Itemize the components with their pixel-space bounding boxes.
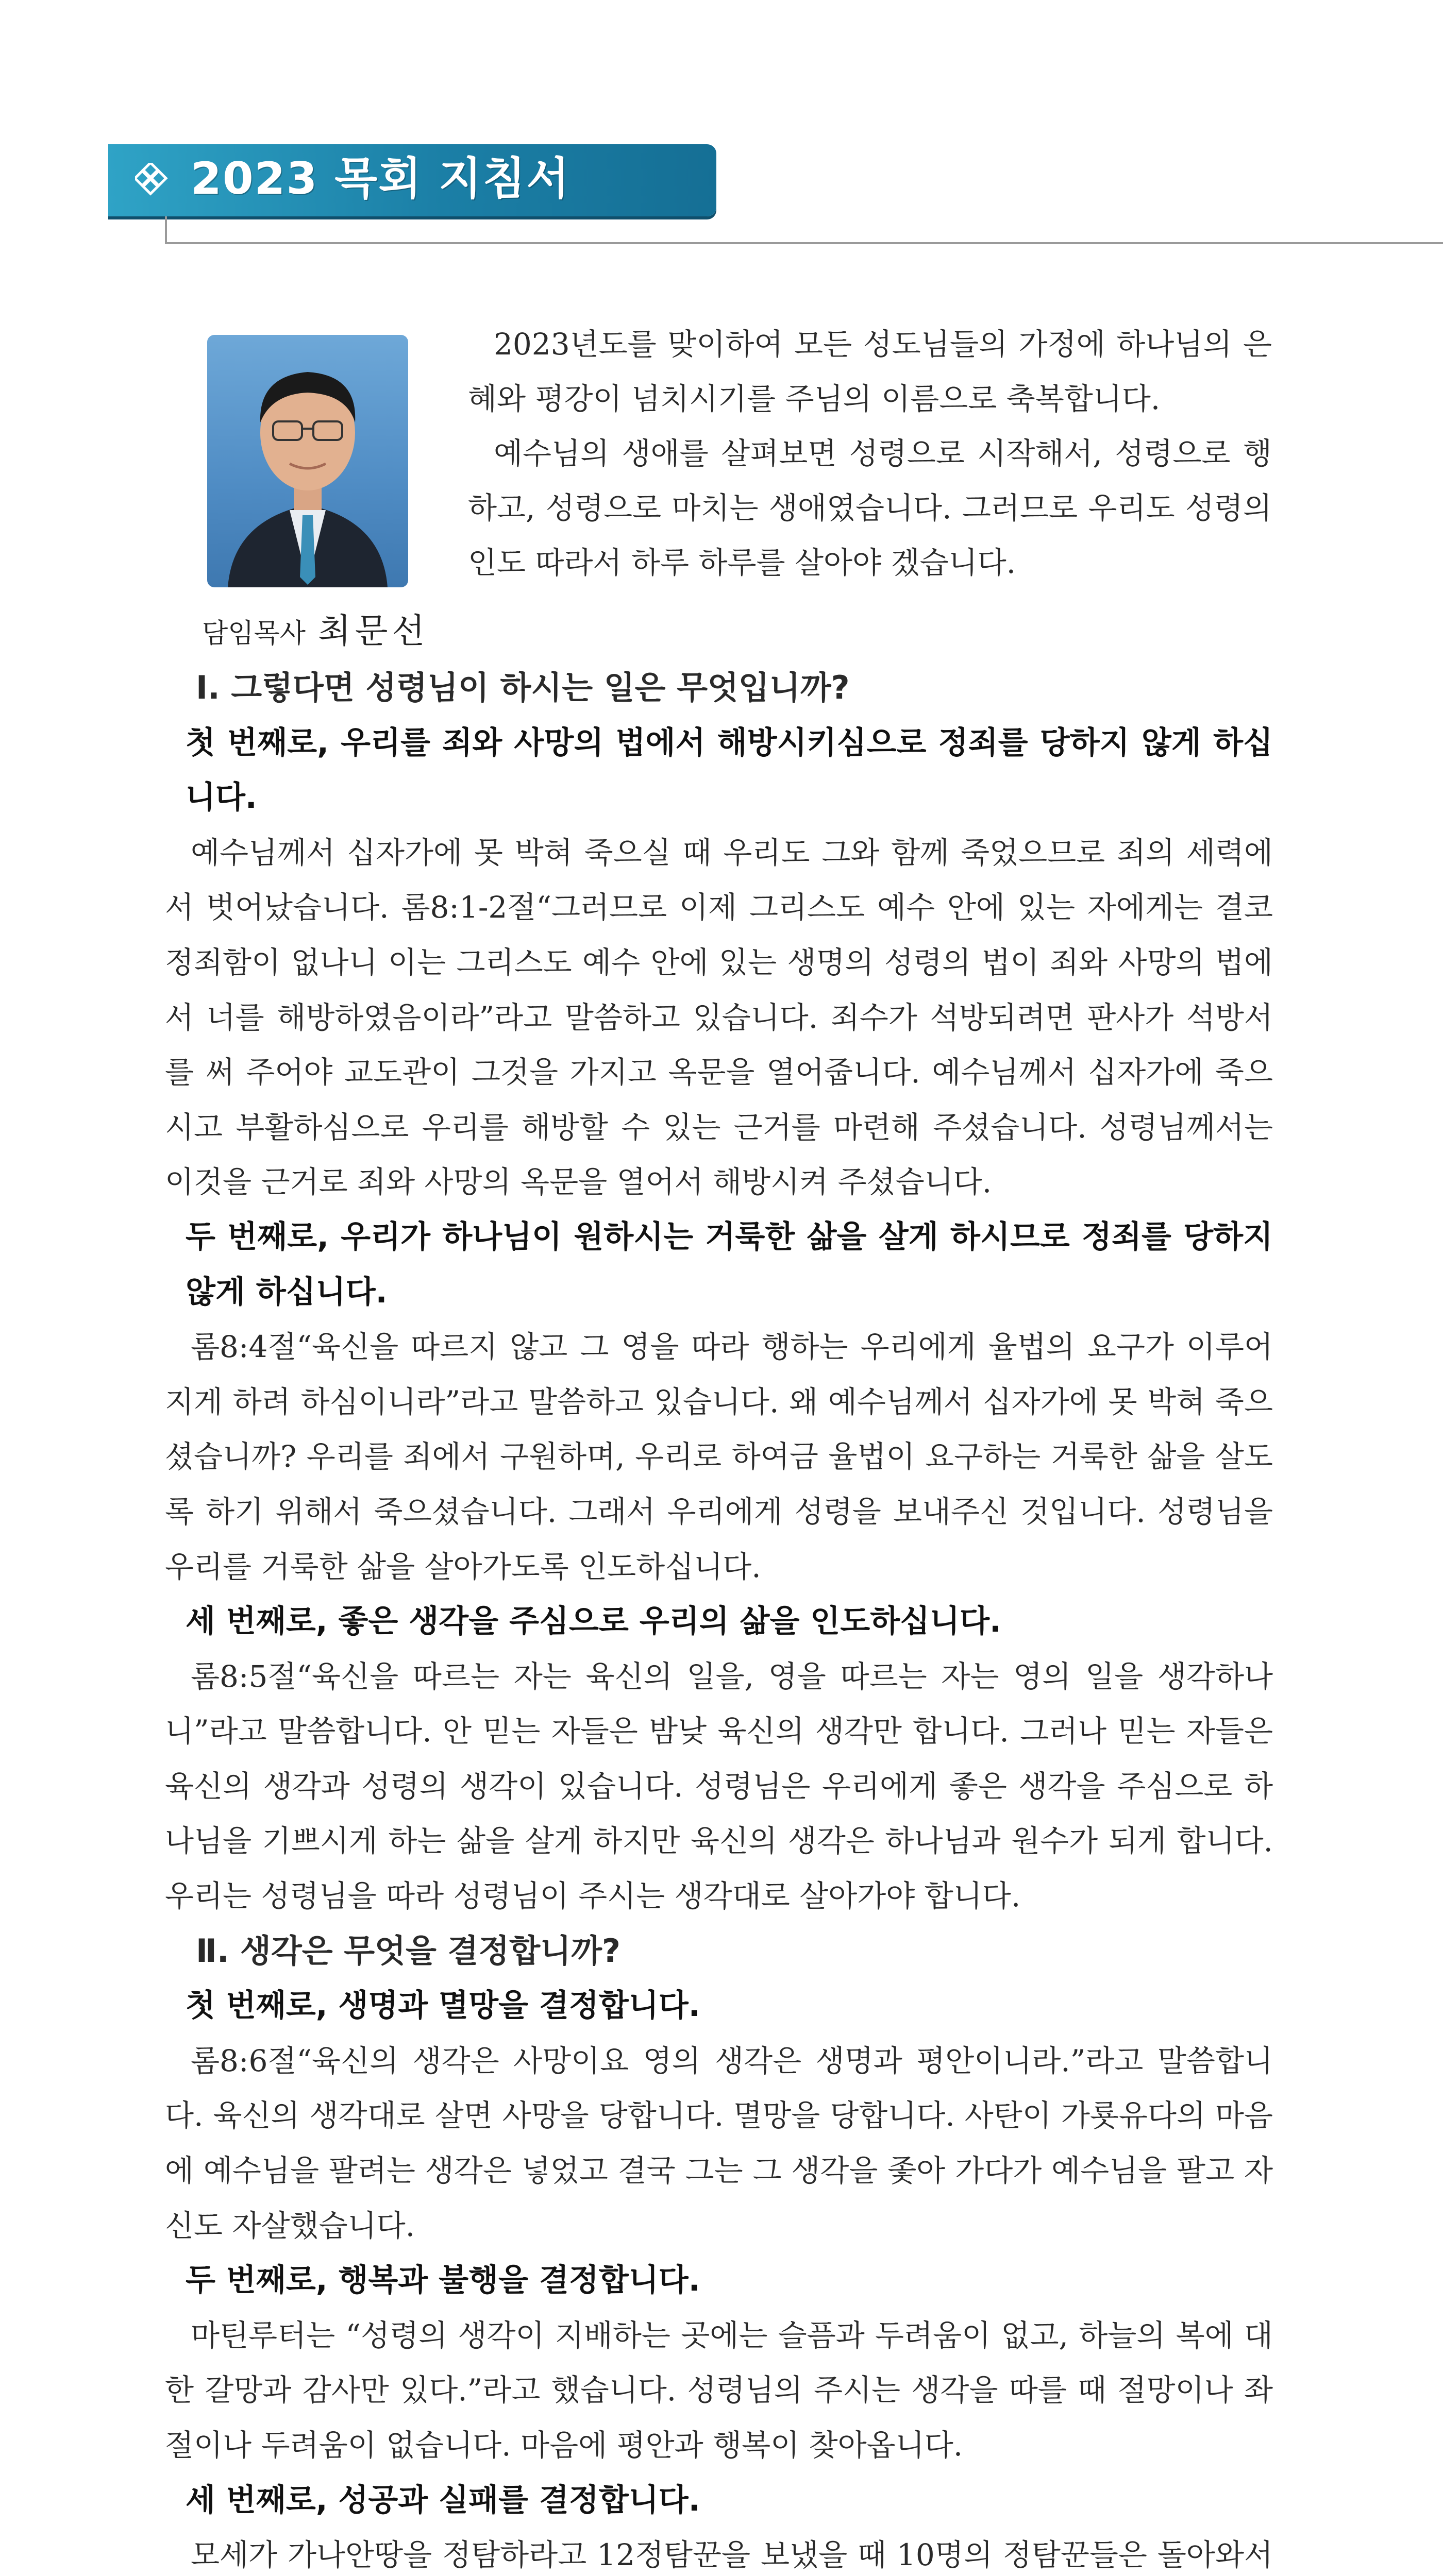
point-paragraph: 롬8:4절“육신을 따르지 않고 그 영을 따라 행하는 우리에게 율법의 요구가 이루어지게 하려 하심이니라”라고 말씀하고 있습니다. 왜 예수님께서 십자가에 못 박혀 죽으셨습니까? 우리를 죄에서 구원하며, 우리로 하여금 율법이 요구하는 거룩한 삶을 살도록 하기 위해서 죽으셨습니다. 그래서 우리에게 성령을 보내주신 것입니다. 성령님을 우리를 거룩한 삶을 살아가도록 인도하십니다. xyxy=(165,1329,1273,1584)
pastor-photo xyxy=(207,335,408,587)
point-heading: 두 번째로, 행복과 불행을 결정합니다. xyxy=(186,2262,700,2299)
page-title: 2023 목회 지침서 xyxy=(191,153,571,205)
pastor-name: 최문선 xyxy=(317,611,429,651)
point-paragraph: 모세가 가나안땅을 정탐하라고 12정탐꾼을 보냈을 때 10명의 정탐꾼들은 돌아와서 xyxy=(191,2537,1273,2573)
point-heading: 첫 번째로, 생명과 멸망을 결정합니다. xyxy=(186,1988,700,2024)
section-heading: Ⅰ. 그렇다면 성령님이 하시는 일은 무엇입니까? xyxy=(196,669,850,706)
point-heading: 세 번째로, 성공과 실패를 결정합니다. xyxy=(186,2482,700,2518)
section-heading: Ⅱ. 생각은 무엇을 결정합니까? xyxy=(196,1931,620,1970)
intro-paragraph: 2023년도를 맞이하여 모든 성도님들의 가정에 하나님의 은혜와 평강이 넘치시기를 주님의 이름으로 축복합니다. xyxy=(468,327,1272,416)
header-divider-stem xyxy=(165,216,167,244)
point-paragraph: 롬8:6절“육신의 생각은 사망이요 영의 생각은 생명과 평안이니라.”라고 말씀합니다. 육신의 생각대로 살면 사망을 당합니다. 멸망을 당합니다. 사탄이 가룟유다의 마음에 예수님을 팔려는 생각은 넣었고 결국 그는 그 생각을 좇아 가다가 예수님을 팔고 자신도 자살했습니다. xyxy=(165,2043,1273,2243)
pastor-role: 담임목사 xyxy=(202,618,306,649)
diamond-ornament-icon xyxy=(135,163,170,198)
intro-paragraph: 예수님의 생애를 살펴보면 성령으로 시작해서, 성령으로 행하고, 성령으로 마치는 생애였습니다. 그러므로 우리도 성령의 인도 따라서 하루 하루를 살아야 겠습니다. xyxy=(468,436,1272,580)
point-paragraph: 롬8:5절“육신을 따르는 자는 육신의 일을, 영을 따르는 자는 영의 일을 생각하나니”라고 말씀합니다. 안 믿는 자들은 밤낮 육신의 생각만 합니다. 그러나 믿는 자들은 육신의 생각과 성령의 생각이 있습니다. 성령님은 우리에게 좋은 생각을 주심으로 하나님을 기쁘시게 하는 삶을 살게 하지만 육신의 생각은 하나님과 원수가 되게 합니다. 우리는 성령님을 따라 성령님이 주시는 생각대로 살아가야 합니다. xyxy=(165,1658,1273,1914)
header-divider-line xyxy=(165,242,1443,244)
point-heading: 세 번째로, 좋은 생각을 주심으로 우리의 삶을 인도하십니다. xyxy=(186,1603,1001,1640)
pastor-caption xyxy=(202,608,429,654)
article-body xyxy=(165,660,1273,2576)
intro-text xyxy=(468,317,1272,590)
point-paragraph: 마틴루터는 “성령의 생각이 지배하는 곳에는 슬픔과 두려움이 없고, 하늘의 복에 대한 갈망과 감사만 있다.”라고 했습니다. 성령님의 주시는 생각을 따를 때 절망이나 좌절이나 두려움이 없습니다. 마음에 평안과 행복이 찾아옵니다. xyxy=(165,2317,1273,2463)
point-heading: 첫 번째로, 우리를 죄와 사망의 법에서 해방시키심으로 정죄를 당하지 않게 하십니다. xyxy=(186,724,1273,816)
pastor-portrait-image xyxy=(207,335,408,587)
point-paragraph: 예수님께서 십자가에 못 박혀 죽으실 때 우리도 그와 함께 죽었으므로 죄의 세력에서 벗어났습니다. 롬8:1-2절“그러므로 이제 그리스도 예수 안에 있는 자에게는 결코 정죄함이 없나니 이는 그리스도 예수 안에 있는 생명의 성령의 법이 죄와 사망의 법에서 너를 해방하였음이라”라고 말씀하고 있습니다. 죄수가 석방되려면 판사가 석방서를 써 주어야 교도관이 그것을 가지고 옥문을 열어줍니다. 예수님께서 십자가에 죽으시고 부활하심으로 우리를 해방할 수 있는 근거를 마련해 주셨습니다. 성령님께서는 이것을 근거로 죄와 사망의 옥문을 열어서 해방시켜 주셨습니다. xyxy=(165,835,1273,1200)
point-heading: 두 번째로, 우리가 하나님이 원하시는 거룩한 삶을 살게 하시므로 정죄를 당하지 않게 하십니다. xyxy=(186,1218,1273,1310)
